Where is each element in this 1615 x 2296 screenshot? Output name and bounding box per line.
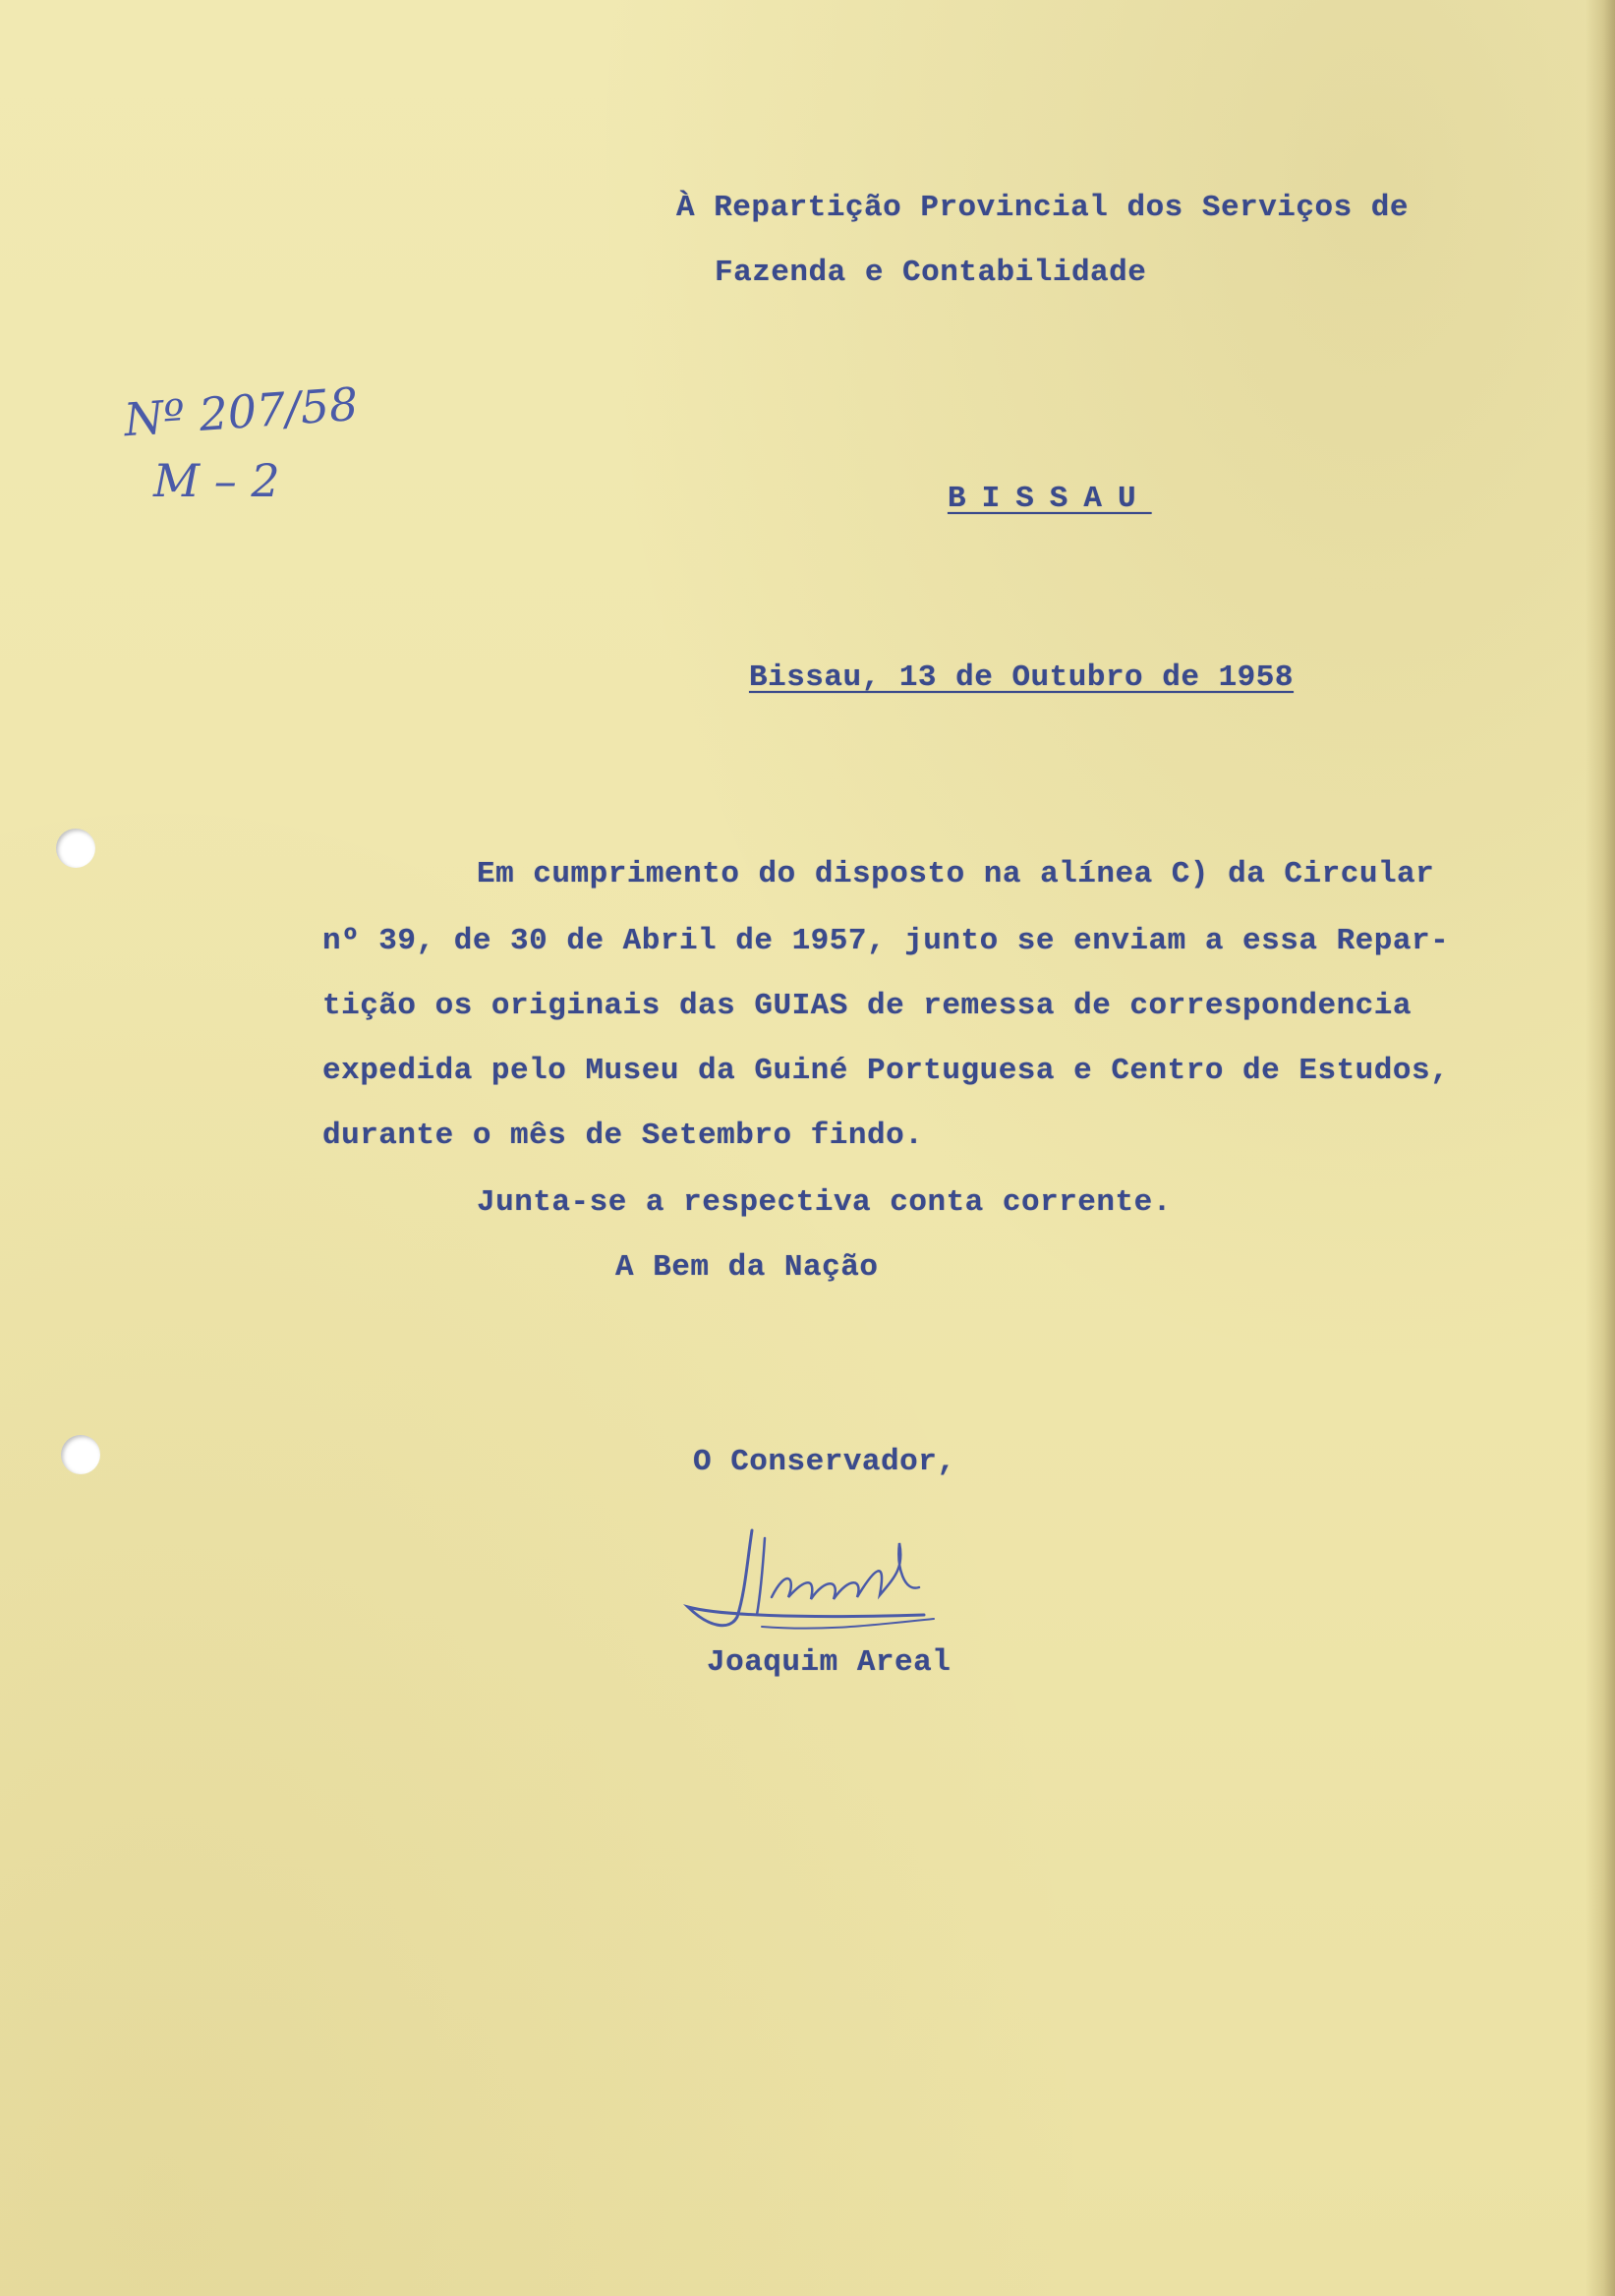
date-line: Bissau, 13 de Outubro de 1958 [749, 660, 1294, 695]
enclosure-note: Junta-se a respectiva conta corrente. [477, 1185, 1172, 1220]
signatory-title: O Conservador, [693, 1445, 956, 1479]
body-line-3: tição os originais das GUIAS de remessa de correspondencia [322, 989, 1412, 1023]
closing-salutation: A Bem da Nação [615, 1250, 879, 1285]
body-line-1: Em cumprimento do disposto na alínea C) da Circular [477, 857, 1435, 891]
body-line-5: durante o mês de Setembro findo. [322, 1119, 924, 1153]
punch-hole-bottom [61, 1435, 100, 1474]
addressee-line-2: Fazenda e Contabilidade [715, 256, 1147, 290]
city-heading: BISSAU [948, 482, 1152, 516]
body-line-2: nº 39, de 30 de Abril de 1957, junto se enviam a essa Repar- [322, 924, 1450, 958]
addressee-line-1: À Repartição Provincial dos Serviços de [676, 191, 1410, 225]
punch-hole-top [56, 829, 95, 868]
signatory-name: Joaquim Areal [707, 1645, 952, 1680]
handwritten-file-code: M – 2 [153, 454, 280, 507]
handwritten-signature [678, 1509, 973, 1641]
body-line-4: expedida pelo Museu da Guiné Portuguesa e Centro de Estudos, [322, 1054, 1450, 1088]
paper-edge-shadow [1586, 0, 1615, 2296]
handwritten-file-number: Nº 207/58 [122, 376, 360, 447]
